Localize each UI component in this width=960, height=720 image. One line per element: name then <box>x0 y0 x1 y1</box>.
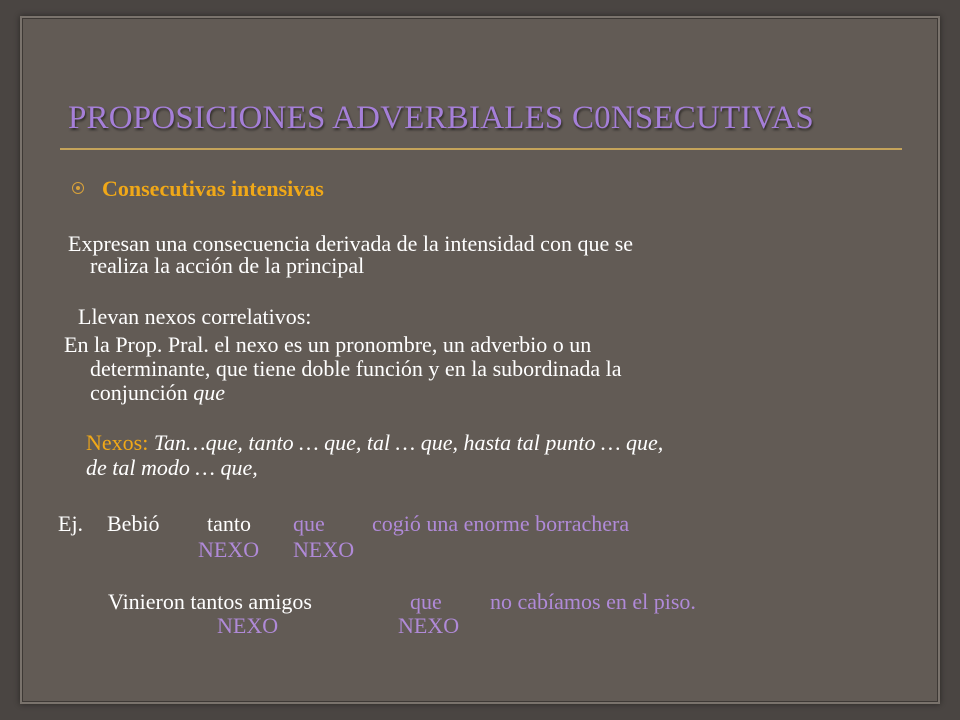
paragraph1-line1: Expresan una consecuencia derivada de la intensidad con que se <box>68 231 634 256</box>
example2-que: que <box>410 589 442 614</box>
example1-rest: cogió una enorme borrachera <box>372 511 630 536</box>
example1-prefix: Ej. <box>58 511 84 536</box>
paragraph3-line3 <box>90 380 225 406</box>
paragraph3-que: que <box>193 380 226 405</box>
example2-main: Vinieron tantos amigos <box>108 589 312 614</box>
paragraph3-line1: En la Prop. Pral. el nexo es un pronombre, un adverbio o un <box>64 332 592 357</box>
section-heading: Consecutivas intensivas <box>102 176 324 201</box>
paragraph3-line2: determinante, que tiene doble función y en la subordinada la <box>90 356 622 381</box>
example2-rest: no cabíamos en el piso. <box>490 589 696 614</box>
example1-nexo1: NEXO <box>198 537 260 562</box>
example1-nexo2: NEXO <box>293 537 355 562</box>
nexos-list: Tan…que, tanto … que, tal … que, hasta tal punto … que, <box>153 430 664 455</box>
example2-nexo1: NEXO <box>217 613 279 638</box>
paragraph1-line2: realiza la acción de la principal <box>90 253 365 278</box>
example2-nexo2: NEXO <box>398 613 460 638</box>
nexos-label: Nexos: <box>86 430 154 455</box>
paragraph3-conjuncion: conjunción <box>90 380 194 405</box>
nexos-line2 <box>86 455 258 481</box>
paragraph2: Llevan nexos correlativos: <box>78 304 312 329</box>
example1-tanto: tanto <box>207 511 251 536</box>
example1-main: Bebió <box>107 511 160 536</box>
title-underline <box>60 148 902 150</box>
bullet-icon <box>72 182 84 194</box>
nexos-list-cont: de tal modo … que, <box>86 455 258 480</box>
slide-title: PROPOSICIONES ADVERBIALES C0NSECUTIVAS <box>68 100 814 136</box>
nexos-line1 <box>86 430 663 456</box>
example1-que: que <box>293 511 325 536</box>
